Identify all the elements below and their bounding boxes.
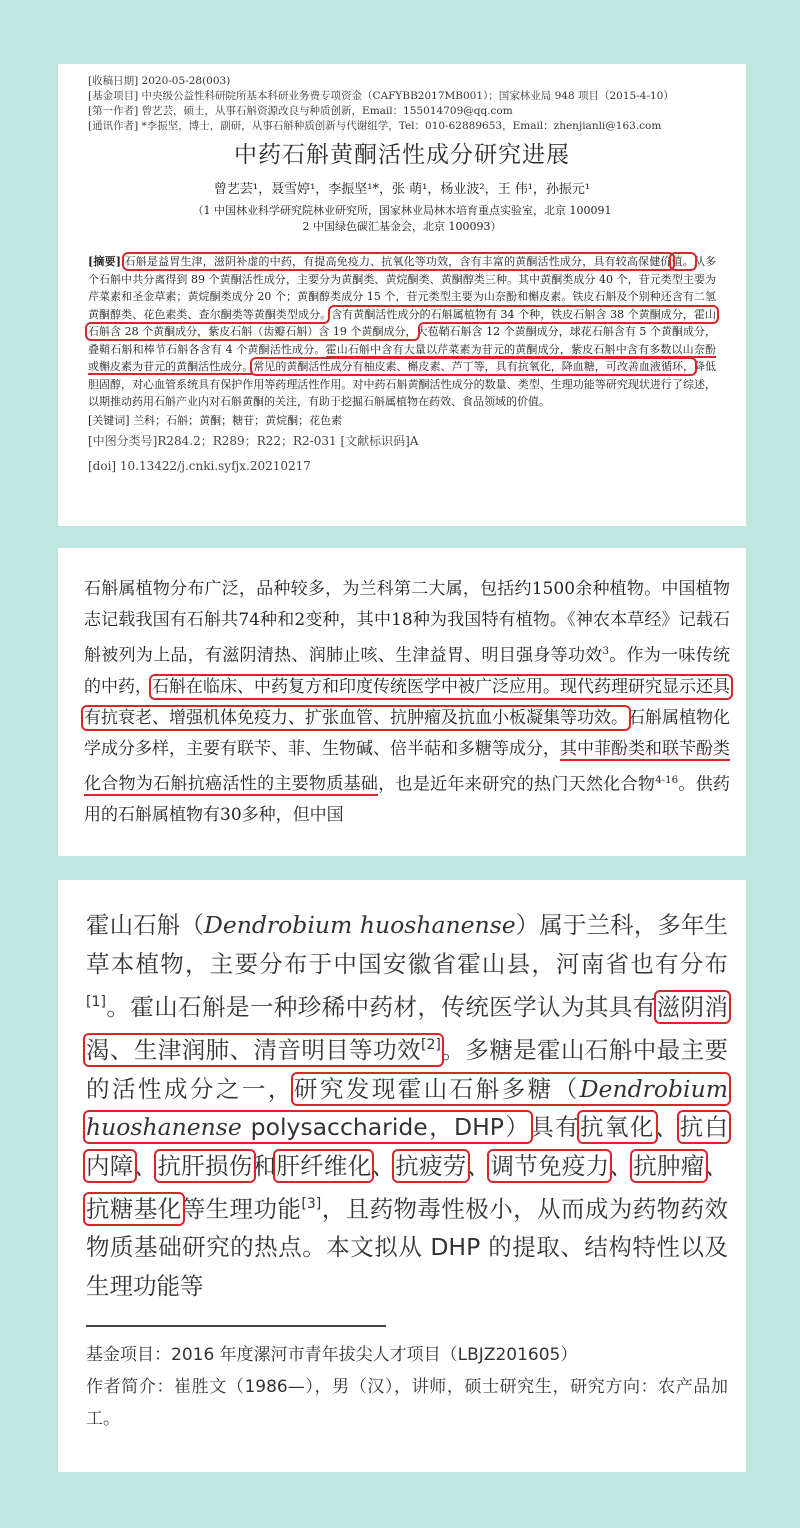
separator: 、 (609, 1151, 634, 1180)
abstract-text (88, 253, 716, 411)
text-segment: 。作为一味传统的中药， (84, 645, 731, 697)
function-box: 抗氧化 (580, 1113, 655, 1142)
text-segment: 石斛属植物分布广泛，品种较多，为兰科第二大属，包括约1500余种植物。中国植物志记载我国有石斛共74种和2变种，其中18种为我国特有植物。《神农本草经》记载石斛被列为上品，有滋阴清热、润肺止咳、生津益胃、明目强身等功效 (84, 579, 730, 666)
huoshan-paragraph-snippet (58, 880, 746, 1472)
abstract-segment: 从多个石斛中共分离得到 89 个黄酮活性成分，主要分为黄酮类、黄烷酮类、黄酮醇类三种。其中黄酮类成分 40 个，苷元类型主要为芹菜素和圣金草素；黄烷酮类成分 20 个；黄酮醇类成分 15 个，苷元类型主要为山奈酚和槲皮素。铁皮石斛及个别种还含有二氢黄酮醇类、花色素类、查尔酮类等黄酮类型成分。 (88, 255, 717, 321)
citation: 3 (602, 646, 610, 657)
function-box: 抗肿瘤 (633, 1151, 705, 1180)
affiliation-2: 2 中国绿色碳汇基金会，北京 100093） (302, 220, 502, 233)
underline-highlight: 其中菲酚类和联苄酚类化合物为石斛抗癌活性的主要物质基础 (84, 738, 730, 795)
intro-paragraph-snippet (58, 548, 746, 856)
citation: [3] (301, 1196, 322, 1213)
separator: 、 (466, 1151, 491, 1180)
text-segment: ，且药物毒性极小，从而成为药物药效物质基础研究的热点。本文拟从 DHP 的提取、结构特性以及生理功能等 (86, 1194, 729, 1300)
separator: 、 (371, 1151, 396, 1180)
separator: 、 (133, 1151, 158, 1180)
first-author-line: [第一作者] 曾艺芸，硕士，从事石斛资源改良与种质创新，Email：155014709@qq.com (88, 105, 513, 117)
highlight-text: polysaccharide，DHP） (241, 1113, 531, 1142)
received-date: [收稿日期] 2020-05-28(003) (88, 75, 231, 87)
affiliation-1: （1 中国林业科学研究院林业研究所，国家林业局林木培育重点实验室，北京 100091 (192, 204, 612, 217)
abstract-segment: 大苞鞘石斛含 12 个黄酮成分，球花石斛含有 5 个黄酮成分，叠鞘石斛和棒节石斛各含有 4 个黄酮活性成分。 (88, 325, 717, 356)
text-segment: 。供药用的石斛属植物有30多种，但中国 (84, 774, 731, 826)
citation: [1] (86, 994, 106, 1010)
fund-line: [基金项目] 中央级公益性科研院所基本科研业务费专项资金（CAFYBB2017MB001）；国家林业局 948 项目（2015-4-10） (88, 90, 674, 102)
citation: 4-16 (655, 774, 679, 786)
paper-title: 中药石斛黄酮活性成分研究进展 (234, 142, 570, 168)
function-box: 抗糖基化 (86, 1194, 182, 1223)
keywords: [关键词] 兰科；石斛；黄酮；糖苷；黄烷酮；花色素 (88, 413, 343, 427)
author-list: 曾艺芸¹，聂雪婷¹，李振坚¹*，张 萌¹，杨业波²，王 伟¹，孙振元¹ (213, 182, 591, 197)
classification-number: [中图分类号]R284.2；R289；R22；R2-031 [文献标识码]A (88, 433, 419, 448)
abstract-label: [摘要] (88, 255, 121, 268)
paragraph (86, 906, 728, 1305)
separator: 、 (654, 1113, 680, 1142)
underline-highlight: 霍山石斛中含有大量以芹菜素为苷元的黄酮成分，紫皮石斛中含有多数以山奈酚或槲皮素为苷元的黄酮活性成分。 (88, 342, 716, 373)
highlight-text: 滋阴消渴、生津润肺、清音明目等功效 (86, 992, 729, 1065)
highlight-box: 常见的黄酮活性成分有柚皮素、槲皮素、芦丁等，具有抗氧化，降血糖，可改善血液循环， (253, 360, 694, 373)
latin-name: Dendrobium huoshanense (204, 911, 516, 939)
text-segment: ，也是近年来研究的热门天然化合物 (378, 774, 656, 795)
fund-footnote: 基金项目：2016 年度漯河市青年拔尖人才项目（LBJZ201605） (86, 1345, 578, 1366)
corresponding-author-line: [通讯作者] *李振坚，博士，副研，从事石斛种质创新与代谢组学，Tel：010-62889653，Email：zhenjianli@163.com (88, 120, 662, 132)
function-box: 抗白内障 (86, 1113, 729, 1180)
function-box: 肝纤维化 (276, 1151, 372, 1180)
abstract-page-snippet (58, 64, 746, 526)
function-box: 抗疲劳 (395, 1151, 467, 1180)
text-segment: 。霍山石斛是一种珍稀中药材，传统医学认为其具有 (105, 992, 657, 1021)
text-segment: 具有 (530, 1113, 581, 1142)
text-segment: 石斛属植物化学成分多样，主要有联苄、菲、生物碱、倍半萜和多糖等成分， (84, 707, 730, 759)
highlight-box: 值。 (671, 255, 694, 268)
footnote-divider (86, 1325, 386, 1327)
highlight-box: 含有黄酮活性成分的石斛属植物有 34 个种，铁皮石斛含 38 个黄酮成分，霍山石斛含 28 个黄酮成分，紫皮石斛（齿瓣石斛）含 19 个黄酮成分， (88, 307, 716, 338)
text-segment: 和 (252, 1151, 277, 1180)
doi: [doi] 10.13422/j.cnki.syfjx.20210217 (88, 458, 311, 473)
citation: [2] (420, 1037, 441, 1054)
highlight-box: 石斛是益胃生津，滋阴补虚的中药，有提高免疫力、抗氧化等功效，含有丰富的黄酮活性成分，具有较高保健价 (124, 255, 672, 268)
affiliation (88, 203, 716, 235)
highlight-text: 研究发现霍山石斛多糖（ (293, 1074, 580, 1103)
text-segment: 。多糖是霍山石斛中最主要的活性成分之一， (86, 1036, 729, 1103)
text-segment: 等生理功能 (181, 1194, 302, 1223)
function-box: 抗肝损伤 (157, 1151, 253, 1180)
highlight-box: 石斛在临床、中药复方和印度传统医学中被广泛应用。现代药理研究显示还具有抗衰老、增强机体免疫力、扩张血管、抗肿瘤及抗血小板凝集等功效。 (84, 676, 730, 728)
author-footnote: 作者简介：崔胜文（1986—），男（汉），讲师，硕士研究生，研究方向：农产品加工。 (86, 1377, 728, 1430)
text-segment: ）属于兰科，多年生草本植物，主要分布于中国安徽省霍山县，河南省也有分布 (86, 911, 729, 978)
text-segment: 霍山石斛（ (86, 911, 204, 939)
latin-name: Dendrobium huoshanense (86, 1074, 728, 1142)
separator: 、 (704, 1151, 729, 1180)
function-box: 调节免疫力 (490, 1151, 610, 1180)
abstract-segment: 降低胆固醇，对心血管系统具有保护作用等药理活性作用。对中药石斛黄酮活性成分的数量、类型、生理功能等研究现状进行了综述，以期推动药用石斛产业内对石斛黄酮的关注，有助于挖掘石斛属植物在药效、食品领域的价值。 (88, 360, 717, 408)
